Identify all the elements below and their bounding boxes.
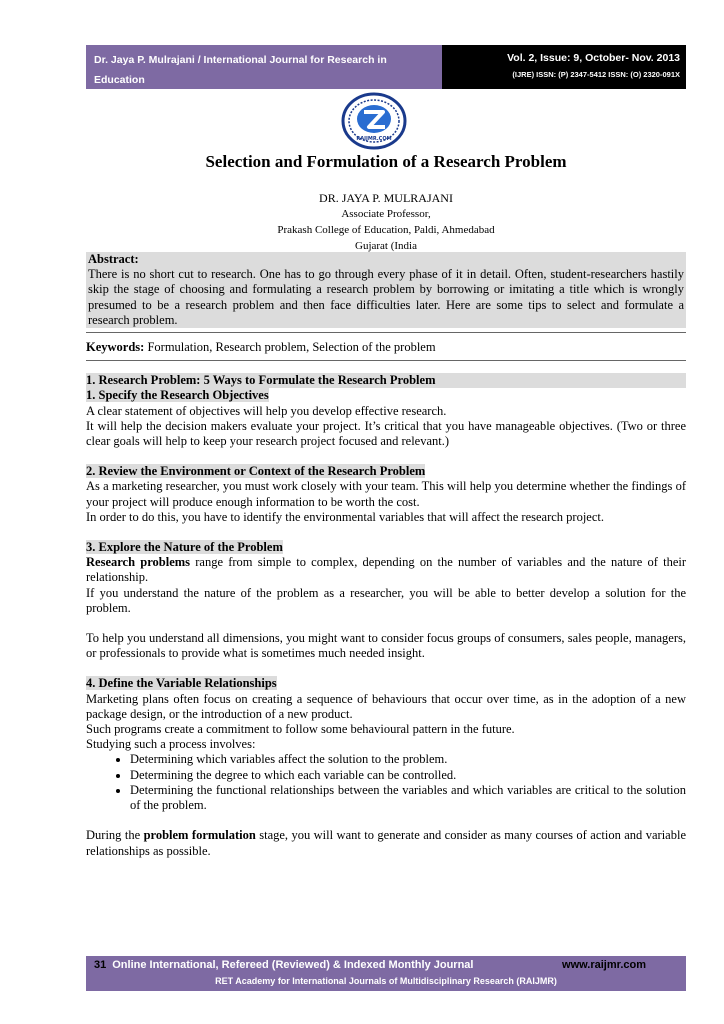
paragraph — [86, 555, 686, 585]
paragraph: To help you understand all dimensions, you might want to consider focus groups of consumers, sales people, managers, or professionals to provide what is sometimes much needed insight. — [86, 631, 686, 661]
bold-term: Research problems — [86, 555, 191, 570]
logo-text: RAIJMR.COM — [356, 136, 392, 142]
paragraph-text: stage, you will want to generate and consider as many courses of action and variable relationships as possible. — [86, 828, 686, 858]
author-institution: Prakash College of Education, Paldi, Ahmedabad — [277, 224, 495, 236]
subsection-heading — [86, 676, 686, 691]
article-body — [86, 252, 686, 859]
section-heading: 1. Research Problem: 5 Ways to Formulate the Research Problem — [86, 373, 686, 388]
keywords-label: Keywords: — [86, 340, 145, 355]
header-right-line2: (IJRE) ISSN: (P) 2347-5412 ISSN: (O) 2320-091X — [512, 70, 680, 79]
bullet-list — [86, 752, 686, 813]
paragraph: Marketing plans often focus on creating a sequence of behaviours that occur over time, as in the adoption of a new package design, or the introduction of a new product. — [86, 691, 686, 721]
subsection-heading — [86, 388, 686, 403]
paragraph: Such programs create a commitment to follow some behavioural pattern in the future. — [86, 722, 515, 737]
header-issue-info — [442, 45, 686, 89]
journal-logo — [341, 92, 407, 150]
list-item: • Determining the functional relationships between the variables and which variables are critical to the solution of the problem. — [130, 783, 686, 813]
keywords-line — [86, 340, 686, 355]
running-footer — [86, 956, 686, 991]
paragraph: If you understand the nature of the problem as a researcher, you will be able to better develop a solution for the problem. — [86, 585, 686, 615]
subsection-heading — [86, 464, 686, 479]
subsection-heading-text: 4. Define the Variable Relationships — [86, 676, 277, 691]
footer-line1 — [94, 959, 473, 971]
abstract-heading: Abstract: — [88, 252, 139, 266]
paragraph-text: During the — [86, 828, 144, 843]
header-journal-info — [86, 45, 442, 89]
list-item: • Determining the degree to which each variable can be controlled. — [130, 768, 686, 783]
header-right-line1: Vol. 2, Issue: 9, October- Nov. 2013 — [507, 52, 680, 64]
divider — [86, 332, 686, 333]
paragraph: In order to do this, you have to identify the environmental variables that will affect the research project. — [86, 509, 604, 524]
abstract-box — [86, 252, 686, 328]
paragraph — [86, 828, 686, 858]
bold-term: problem formulation — [143, 828, 256, 843]
header-left-line2: Education — [94, 74, 145, 86]
list-item: • Determining which variables affect the solution to the problem. — [130, 752, 686, 767]
footer-line2: RET Academy for International Journals of Multidisciplinary Research (RAIJMR) — [215, 976, 557, 986]
subsection-heading-text: 2. Review the Environment or Context of the Research Problem — [86, 464, 426, 479]
subsection-heading — [86, 540, 686, 555]
paragraph: A clear statement of objectives will help you develop effective research. — [86, 403, 447, 418]
paragraph-text: range from simple to complex, depending on the number of variables and the nature of their relationship. — [86, 555, 686, 585]
page-number: 31 — [94, 959, 107, 971]
keywords-text: Formulation, Research problem, Selection of the problem — [144, 340, 436, 355]
author-name: DR. JAYA P. MULRAJANI — [319, 191, 453, 205]
author-position: Associate Professor, — [341, 208, 431, 220]
paragraph: As a marketing researcher, you must work closely with your team. This will help you determine whether the findings of your project will produce enough information to be worth the cost. — [86, 479, 686, 509]
header-left-line1: Dr. Jaya P. Mulrajani / International Journal for Research in — [94, 54, 387, 66]
running-header — [86, 45, 686, 89]
author-block — [86, 190, 686, 254]
abstract-text: There is no short cut to research. One has to go through every phase of it in detail. Often, student-researchers hastily skip the stage of choosing and formulating a research problem by borrowing or imitating a title which is wrongly presumed to be a research problem and then face difficulties later. Here are some tips to select and formulate a research problem. — [88, 267, 684, 327]
paper-title: Selection and Formulation of a Research Problem — [205, 152, 567, 171]
paragraph: It will help the decision makers evaluate your project. It’s critical that you have manageable objectives. (Two or three clear goals will help to keep your research project focused and relevant.) — [86, 418, 686, 449]
subsection-heading-text: 1. Specify the Research Objectives — [86, 388, 269, 403]
footer-journal-text: Online International, Refereed (Reviewed) & Indexed Monthly Journal — [112, 959, 474, 971]
footer-url: www.raijmr.com — [562, 959, 646, 971]
divider — [86, 360, 686, 361]
paragraph: Studying such a process involves: — [86, 737, 256, 752]
author-location: Gujarat (India — [355, 240, 417, 252]
subsection-heading-text: 3. Explore the Nature of the Problem — [86, 540, 283, 555]
